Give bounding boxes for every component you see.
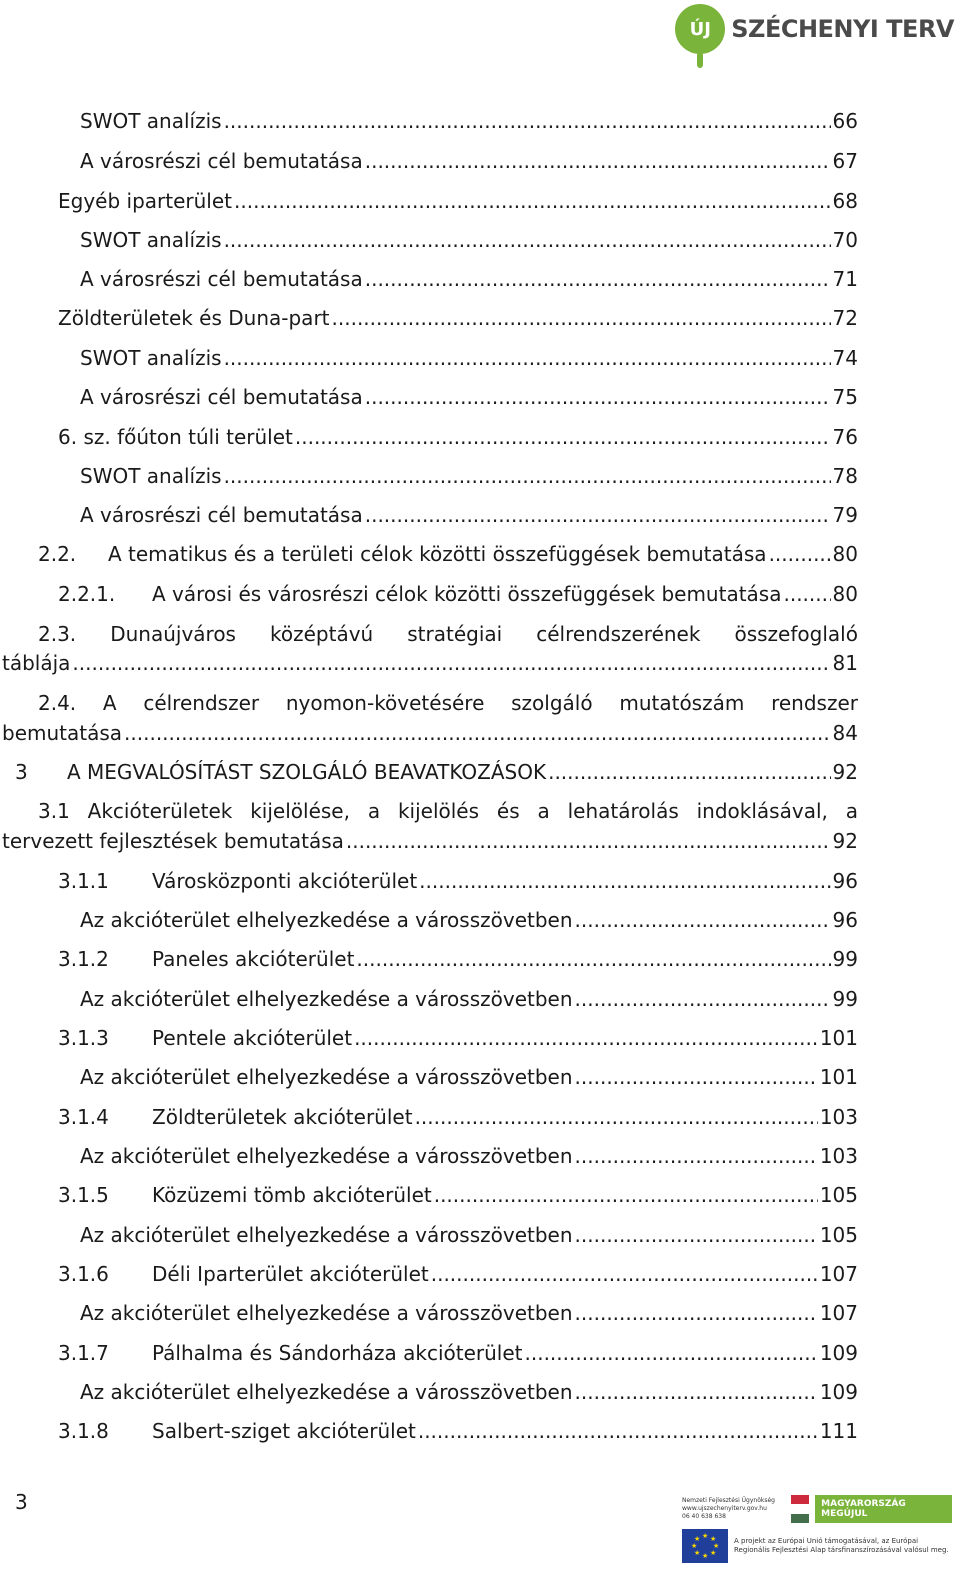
toc-entry-page: 80 — [832, 582, 858, 606]
toc-leader-dots — [575, 984, 831, 1014]
toc-leader-dots — [354, 1023, 818, 1053]
toc-entry-word: és — [496, 799, 520, 823]
brand-name: SZÉCHENYI TERV — [731, 15, 954, 43]
toc-entry-page: 78 — [832, 464, 858, 488]
toc-leader-dots — [434, 1180, 818, 1210]
brand-mark-icon — [675, 4, 725, 54]
hungarian-flag-icon — [791, 1495, 810, 1523]
toc-entry-word: célrendszerének — [536, 622, 701, 646]
toc-leader-dots — [419, 866, 830, 896]
agency-phone: 06 40 638 638 — [682, 1513, 726, 1520]
toc-leader-dots — [365, 264, 831, 294]
toc-entry-word: a — [367, 799, 381, 823]
toc-entry-number: 2.4. — [38, 691, 77, 715]
toc-entry[interactable] — [80, 461, 858, 491]
eu-flag-icon: ★ ★ ★ ★ ★ ★ ★ ★ — [682, 1529, 728, 1563]
toc-leader-dots — [234, 186, 831, 216]
toc-entry-title: Pálhalma és Sándorháza akcióterület — [152, 1341, 523, 1365]
toc-entry-page: 105 — [819, 1223, 858, 1247]
toc-entry-title: SWOT analízis — [80, 228, 222, 252]
toc-entry-number: 2.2.1. — [58, 582, 116, 606]
toc-entry-page: 72 — [832, 306, 858, 330]
toc-entry-word: lehatárolás — [567, 799, 679, 823]
toc-entry-number: 3.1.5 — [58, 1183, 109, 1207]
toc-entry-title: A városrészi cél bemutatása — [80, 267, 363, 291]
toc-entry[interactable] — [80, 264, 858, 294]
toc-entry-title: Az akcióterület elhelyezkedése a városszövetben — [80, 1301, 573, 1325]
toc-leader-dots — [346, 826, 831, 856]
toc-leader-dots — [418, 1416, 818, 1446]
toc-entry[interactable] — [58, 422, 858, 452]
toc-entry-page: 71 — [832, 267, 858, 291]
toc-entry-word: Akcióterületek — [87, 799, 233, 823]
toc-entry-title: táblája — [2, 651, 71, 675]
toc-entry-title: SWOT analízis — [80, 346, 222, 370]
toc-entry-word: a — [537, 799, 550, 823]
toc-entry-title: tervezett fejlesztések bemutatása — [2, 829, 344, 853]
toc-entry-word: stratégiai — [407, 622, 503, 646]
toc-entry-page: 107 — [819, 1301, 858, 1325]
toc-entry-page: 109 — [819, 1341, 858, 1365]
toc-entry[interactable] — [80, 225, 858, 255]
toc-leader-dots — [365, 500, 831, 530]
toc-entry-title: SWOT analízis — [80, 109, 222, 133]
toc-leader-dots — [575, 1220, 818, 1250]
toc-entry-word: nyomon-követésére — [285, 691, 485, 715]
toc-entry-number: 3.1 — [38, 799, 70, 823]
toc-entry[interactable] — [58, 866, 858, 896]
toc-entry-page: 99 — [832, 987, 858, 1011]
toc-entry-line1 — [38, 688, 858, 718]
toc-entry[interactable] — [58, 1180, 858, 1210]
toc-entry-page: 75 — [832, 385, 858, 409]
page-number: 3 — [15, 1490, 28, 1514]
toc-entry-page: 81 — [832, 651, 858, 675]
toc-leader-dots — [332, 303, 831, 333]
toc-leader-dots — [356, 944, 830, 974]
toc-entry-title: SWOT analízis — [80, 464, 222, 488]
toc-entry-title: Az akcióterület elhelyezkedése a városszövetben — [80, 1144, 573, 1168]
toc-entry-title: A MEGVALÓSÍTÁST SZOLGÁLÓ BEAVATKOZÁSOK — [67, 760, 547, 784]
toc-entry[interactable] — [58, 1416, 858, 1446]
toc-entry[interactable] — [80, 146, 858, 176]
toc-entry-page: 111 — [819, 1419, 858, 1443]
toc-entry-number: 3.1.8 — [58, 1419, 109, 1443]
toc-entry-page: 84 — [832, 721, 858, 745]
toc-entry-title: Városközponti akcióterület — [152, 869, 418, 893]
toc-entry-title: A városrészi cél bemutatása — [80, 503, 363, 527]
toc-entry-title: Az akcióterület elhelyezkedése a városszövetben — [80, 908, 573, 932]
toc-entry[interactable] — [58, 186, 858, 216]
toc-leader-dots — [224, 461, 831, 491]
toc-entry-title: Az akcióterület elhelyezkedése a városszövetben — [80, 1380, 573, 1404]
toc-entry-line2[interactable] — [2, 718, 858, 748]
toc-entry-title: Pentele akcióterület — [152, 1026, 353, 1050]
toc-entry[interactable] — [58, 944, 858, 974]
toc-leader-dots — [224, 343, 831, 373]
toc-entry-word: A — [102, 691, 117, 715]
toc-entry-page: 101 — [819, 1065, 858, 1089]
toc-entry-page: 103 — [819, 1105, 858, 1129]
toc-entry-title: A városi és városrészi célok közötti összefüggések bemutatása — [152, 582, 782, 606]
toc-leader-dots — [769, 539, 831, 569]
toc-leader-dots — [575, 1377, 818, 1407]
toc-entry[interactable] — [80, 984, 858, 1014]
toc-entry-number: 3.1.6 — [58, 1262, 109, 1286]
footer-logos — [682, 1495, 952, 1580]
toc-entry-word: mutatószám — [619, 691, 745, 715]
toc-entry-page: 99 — [832, 947, 858, 971]
toc-entry-word: indoklásával, — [696, 799, 828, 823]
toc-entry[interactable] — [58, 1102, 858, 1132]
toc-entry-title: Zöldterületek akcióterület — [152, 1105, 413, 1129]
eu-note-line-1: A projekt az Európai Unió támogatásával, az Európai — [734, 1537, 919, 1545]
toc-leader-dots — [72, 648, 830, 678]
toc-leader-dots — [431, 1259, 818, 1289]
toc-leader-dots — [124, 718, 831, 748]
toc-entry-title: A városrészi cél bemutatása — [80, 149, 363, 173]
toc-entry[interactable] — [58, 1259, 858, 1289]
toc-entry-title: Paneles akcióterület — [152, 947, 355, 971]
toc-leader-dots — [548, 757, 830, 787]
toc-entry-page: 80 — [832, 542, 858, 566]
toc-entry-page: 76 — [832, 425, 858, 449]
toc-entry-word: a — [845, 799, 858, 823]
agency-web: www.ujszechenyiterv.gov.hu — [682, 1505, 767, 1512]
toc-leader-dots — [295, 422, 831, 452]
toc-leader-dots — [224, 225, 831, 255]
toc-entry[interactable] — [58, 579, 858, 609]
brand-mark-text: ÚJ — [689, 18, 711, 40]
toc-entry-number: 3.1.1 — [58, 869, 109, 893]
toc-entry-page: 96 — [832, 869, 858, 893]
toc-leader-dots — [783, 579, 830, 609]
toc-entry-title: A városrészi cél bemutatása — [80, 385, 363, 409]
toc-entry[interactable] — [38, 539, 858, 569]
toc-entry-title: Közüzemi tömb akcióterület — [152, 1183, 432, 1207]
toc-entry-word: kijelölés — [397, 799, 480, 823]
toc-entry-page: 103 — [819, 1144, 858, 1168]
toc-entry-page: 74 — [832, 346, 858, 370]
toc-entry-word: rendszer — [771, 691, 858, 715]
toc-entry-page: 92 — [832, 760, 858, 784]
toc-entry-word: szolgáló — [511, 691, 593, 715]
toc-entry-page: 79 — [832, 503, 858, 527]
toc-entry[interactable] — [80, 1062, 858, 1092]
toc-entry-title: A tematikus és a területi célok közötti összefüggések bemutatása — [108, 542, 767, 566]
toc-entry[interactable] — [80, 905, 858, 935]
toc-leader-dots — [575, 1062, 818, 1092]
toc-leader-dots — [224, 106, 831, 136]
toc-entry-word: Dunaújváros — [110, 622, 236, 646]
agency-name: Nemzeti Fejlesztési Ügynökség — [682, 1497, 775, 1504]
toc-entry-word: összefoglaló — [734, 622, 858, 646]
toc-entry[interactable] — [58, 303, 858, 333]
toc-entry[interactable] — [80, 1220, 858, 1250]
toc-entry-number: 3.1.2 — [58, 947, 109, 971]
toc-entry-title: 6. sz. főúton túli terület — [58, 425, 293, 449]
toc-entry-title: Zöldterületek és Duna-part — [58, 306, 330, 330]
toc-entry[interactable] — [80, 106, 858, 136]
brand-logo — [675, 4, 954, 54]
toc-entry-number: 3.1.7 — [58, 1341, 109, 1365]
toc-entry-title: Egyéb iparterület — [58, 189, 233, 213]
toc-leader-dots — [575, 1141, 818, 1171]
toc-entry-line2[interactable] — [2, 826, 858, 856]
toc-entry-number: 2.2. — [38, 542, 77, 566]
toc-entry-page: 70 — [832, 228, 858, 252]
hungary-banner: MAGYARORSZÁG MEGÚJUL — [815, 1495, 952, 1523]
toc-entry-title: Déli Iparterület akcióterület — [152, 1262, 429, 1286]
toc-entry-page: 107 — [819, 1262, 858, 1286]
toc-entry-page: 92 — [832, 829, 858, 853]
toc-entry-line2[interactable] — [2, 648, 858, 678]
agency-info — [682, 1497, 785, 1521]
toc-entry-page: 66 — [832, 109, 858, 133]
toc-entry-line1 — [38, 619, 858, 649]
toc-entry[interactable] — [80, 343, 858, 373]
toc-entry-number: 2.3. — [38, 622, 77, 646]
toc-entry-title: Az akcióterület elhelyezkedése a városszövetben — [80, 1223, 573, 1247]
toc-entry-number: 3 — [15, 760, 28, 784]
toc-entry-page: 96 — [832, 908, 858, 932]
toc-entry-page: 105 — [819, 1183, 858, 1207]
toc-entry[interactable] — [58, 1338, 858, 1368]
toc-entry-word: középtávú — [270, 622, 374, 646]
toc-entry-number: 3.1.3 — [58, 1026, 109, 1050]
toc-entry-title: Az akcióterület elhelyezkedése a városszövetben — [80, 987, 573, 1011]
toc-entry[interactable] — [58, 1023, 858, 1053]
eu-funding-note — [734, 1537, 949, 1555]
toc-entry-title: Salbert-sziget akcióterület — [152, 1419, 416, 1443]
toc-leader-dots — [365, 146, 831, 176]
toc-leader-dots — [575, 905, 831, 935]
toc-entry-page: 67 — [832, 149, 858, 173]
toc-entry-number: 3.1.4 — [58, 1105, 109, 1129]
toc-entry[interactable] — [80, 1377, 858, 1407]
toc-leader-dots — [525, 1338, 818, 1368]
toc-leader-dots — [365, 382, 831, 412]
toc-entry-word: célrendszer — [143, 691, 260, 715]
toc-entry[interactable] — [80, 1141, 858, 1171]
toc-entry-page: 101 — [819, 1026, 858, 1050]
toc-entry-page: 109 — [819, 1380, 858, 1404]
toc-entry[interactable] — [80, 382, 858, 412]
toc-entry[interactable] — [80, 500, 858, 530]
toc-entry-title: bemutatása — [2, 721, 123, 745]
toc-entry-word: kijelölése, — [250, 799, 350, 823]
toc-entry[interactable] — [15, 757, 858, 787]
toc-entry[interactable] — [80, 1298, 858, 1328]
toc-entry-line1 — [38, 796, 858, 826]
toc-leader-dots — [575, 1298, 818, 1328]
eu-note-line-2: Regionális Fejlesztési Alap társfinanszírozásával valósul meg. — [734, 1546, 949, 1554]
toc-entry-page: 68 — [832, 189, 858, 213]
toc-leader-dots — [415, 1102, 818, 1132]
toc-entry-title: Az akcióterület elhelyezkedése a városszövetben — [80, 1065, 573, 1089]
